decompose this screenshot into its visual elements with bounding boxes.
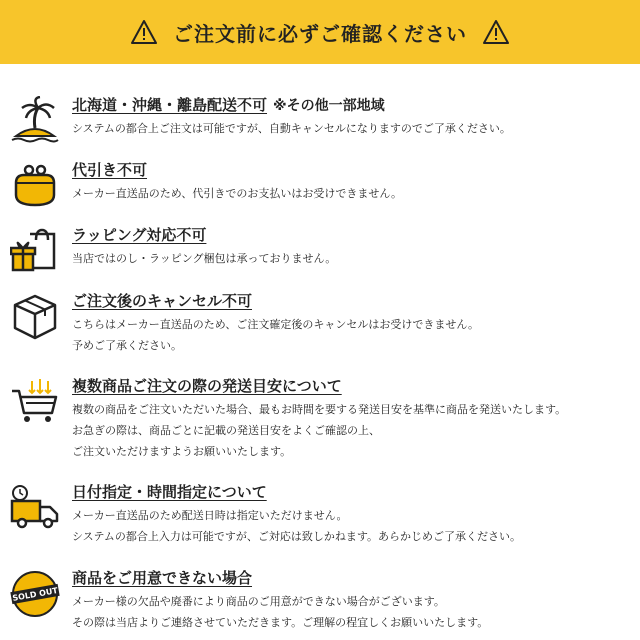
notice-title: 日付指定・時間指定について — [72, 483, 267, 501]
notice-text: ご注文いただけますようお願いいたします。 — [72, 445, 292, 458]
notice-title: 複数商品ご注文の際の発送目安について — [72, 377, 342, 395]
notice-text: システムの都合上ご注文は可能ですが、自動キャンセルになりますのでご了承ください。 — [72, 122, 511, 135]
notice-title: 北海道・沖縄・離島配送不可 — [72, 96, 268, 114]
gift-bag-icon — [10, 226, 60, 276]
notice-title: 代引き不可 — [72, 161, 148, 179]
notice-text: こちらはメーカー直送品のため、ご注文確定後のキャンセルはお受けできません。 — [72, 318, 479, 331]
notice-title: ラッピング対応不可 — [72, 226, 207, 244]
notice-text: システムの都合上入力は可能ですが、ご対応は致しかねます。あらかじめご了承ください。 — [72, 530, 522, 543]
notice-list — [0, 64, 640, 640]
coin-purse-icon — [10, 161, 60, 211]
notice-text: その際は当店よりご連絡させていただきます。ご理解の程宜しくお願いいたします。 — [72, 616, 489, 629]
notice-text: 当店ではのし・ラッピング梱包は承っておりません。 — [72, 252, 337, 265]
notice-text: 複数の商品をご注文いただいた場合、最もお時間を要する発送目安を基準に商品を発送いたします。 — [72, 403, 567, 416]
notice-text: 予めご了承ください。 — [72, 339, 182, 352]
banner-title: ご注文前に必ずご確認ください — [173, 21, 467, 46]
delivery-truck-icon — [10, 483, 60, 533]
sold-out-icon — [10, 569, 60, 619]
warning-banner — [0, 0, 640, 64]
warning-icon — [131, 19, 157, 45]
notice-title: 商品をご用意できない場合 — [72, 569, 253, 587]
notice-text: メーカー様の欠品や廃番により商品のご用意ができない場合がございます。 — [72, 595, 445, 608]
notice-text: お急ぎの際は、商品ごとに記載の発送目安をよくご確認の上、 — [72, 424, 380, 437]
notice-text: メーカー直送品のため配送日時は指定いただけません。 — [72, 509, 348, 522]
warning-icon — [483, 19, 509, 45]
notice-note: ※その他一部地域 — [273, 98, 385, 114]
notice-title: ご注文後のキャンセル不可 — [72, 292, 253, 310]
sold-out-label: SOLD OUT — [11, 586, 59, 603]
island-icon — [10, 96, 60, 146]
box-icon — [10, 292, 60, 342]
notice-text: メーカー直送品のため、代引きでのお支払いはお受けできません。 — [72, 187, 402, 200]
cart-icon — [10, 377, 60, 427]
